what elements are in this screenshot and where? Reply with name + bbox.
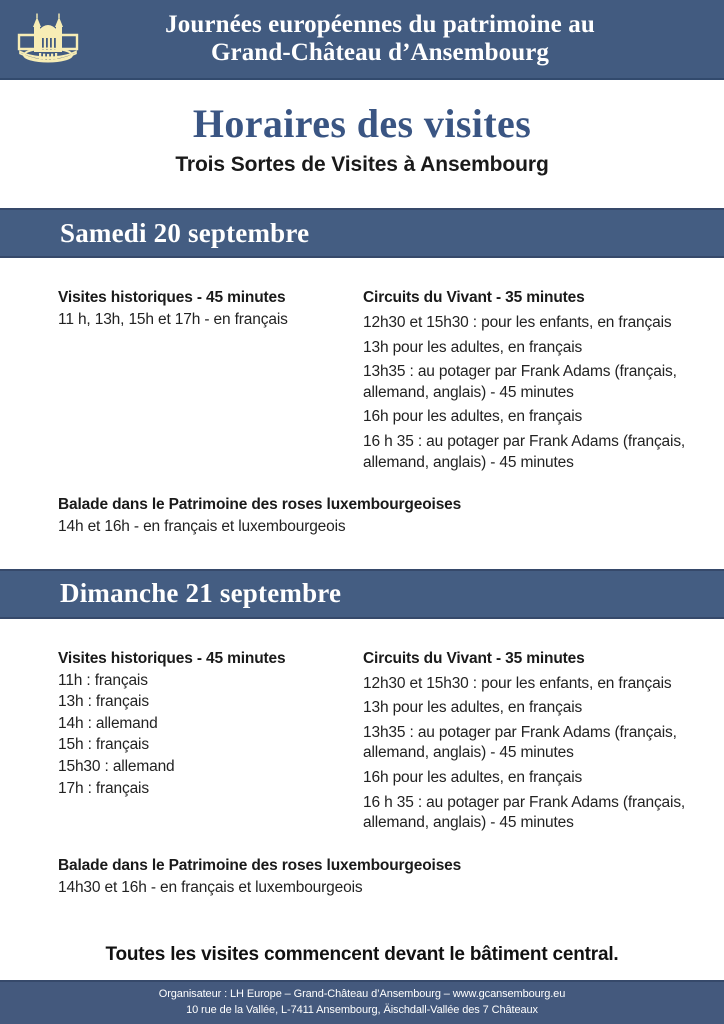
header-title-line-1: Journées européennes du patrimoine au [165, 11, 595, 38]
header-title-line-2: Grand-Château d’Ansembourg [210, 39, 550, 66]
day-columns-saturday [58, 258, 704, 473]
historic-visits-heading-sunday: Visites historiques - 45 minutes [58, 649, 286, 667]
living-circuits-heading-saturday: Circuits du Vivant - 35 minutes [363, 289, 585, 306]
day-banner-label-sunday: Dimanche 21 septembre [60, 578, 342, 609]
living-circuits-line: 13h pour les adultes, en français [363, 699, 583, 717]
living-circuits-line: 12h30 et 15h30 : pour les enfants, en français [363, 674, 672, 692]
chateau-logo-icon [17, 13, 79, 65]
historic-visits-heading-saturday: Visites historiques - 45 minutes [58, 289, 286, 306]
historic-visits-line: 13h : français [58, 693, 149, 711]
living-circuits-line: 16h pour les adultes, en français [363, 769, 583, 787]
header-title-block [96, 11, 724, 67]
living-circuits-line: 12h30 et 15h30 : pour les enfants, en français [363, 313, 672, 331]
page-footer [0, 980, 724, 1024]
page-subtitle: Trois Sortes de Visites à Ansembourg [175, 153, 549, 176]
living-circuits-line: 16h pour les adultes, en français [363, 408, 583, 426]
rose-walk-line-saturday: 14h et 16h - en français et luxembourgeois [58, 518, 346, 536]
historic-visits-line: 14h : allemand [58, 714, 158, 732]
living-circuits-line: 13h35 : au potager par Frank Adams (français, allemand, anglais) - 45 minutes [363, 363, 677, 401]
historic-visits-line-saturday: 11 h, 13h, 15h et 17h - en français [58, 310, 288, 328]
living-circuits-line: 16 h 35 : au potager par Frank Adams (français, allemand, anglais) - 45 minutes [363, 432, 686, 471]
title-section [0, 80, 724, 177]
historic-visits-line: 11h : français [58, 671, 148, 689]
living-circuits-saturday [361, 288, 704, 473]
living-circuits-line: 13h35 : au potager par Frank Adams (français, allemand, anglais) - 45 minutes [363, 723, 677, 762]
day-content-sunday [0, 619, 724, 899]
living-circuits-sunday [361, 649, 704, 834]
historic-visits-saturday [58, 288, 361, 473]
rose-walk-heading-sunday: Balade dans le Patrimoine des roses luxembourgeoises [58, 856, 462, 874]
page-title: Horaires des visites [192, 101, 532, 146]
day-banner-sunday [0, 569, 724, 619]
logo-container [0, 0, 96, 79]
page-header [0, 0, 724, 80]
day-content-saturday [0, 258, 724, 538]
living-circuits-heading-sunday: Circuits du Vivant - 35 minutes [363, 649, 585, 667]
historic-visits-line: 15h30 : allemand [58, 758, 175, 776]
historic-visits-line: 17h : français [58, 779, 149, 797]
rose-walk-saturday [58, 473, 704, 538]
day-banner-saturday [0, 208, 724, 258]
footer-line-2: 10 rue de la Vallée, L-7411 Ansembourg, Äischdall-Vallée des 7 Châteaux [186, 1004, 538, 1016]
rose-walk-sunday [58, 834, 704, 899]
footer-line-1: Organisateur : LH Europe – Grand-Château d’Ansembourg – www.gcansembourg.eu [158, 988, 566, 1001]
rose-walk-line-sunday: 14h30 et 16h - en français et luxembourgeois [58, 878, 363, 896]
historic-visits-sunday [58, 649, 361, 834]
closing-note: Toutes les visites commencent devant le bâtiment central. [105, 944, 619, 966]
day-banner-label-saturday: Samedi 20 septembre [60, 217, 310, 248]
living-circuits-line: 13h pour les adultes, en français [363, 338, 583, 356]
historic-visits-line: 15h : français [58, 736, 149, 754]
day-columns-sunday [58, 619, 704, 834]
living-circuits-line: 16 h 35 : au potager par Frank Adams (français, allemand, anglais) - 45 minutes [363, 793, 686, 832]
rose-walk-heading-saturday: Balade dans le Patrimoine des roses luxembourgeoises [58, 496, 462, 514]
